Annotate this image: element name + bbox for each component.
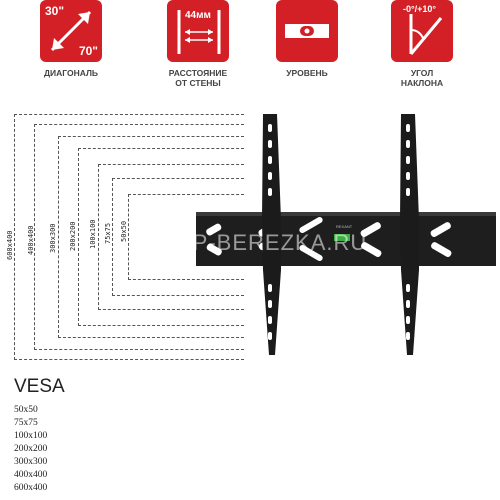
bracket-brand: REXANT [336,224,353,229]
tilt-tile [391,0,453,62]
vesa-label-400x400: 400x400 [27,225,35,255]
list-item: 75x75 [14,418,38,428]
list-item: 50x50 [14,405,38,415]
distance-tile [167,0,229,62]
list-item: 600x400 [14,483,48,493]
tilt-value: -0°/+10° [403,4,436,14]
feature-distance [158,0,238,88]
list-item: 100x100 [14,431,48,441]
feature-diagonal [31,0,111,78]
level-tile [276,0,338,62]
vesa-label-200x200: 200x200 [69,221,77,251]
list-item: 200x200 [14,444,48,454]
level-caption: УРОВЕНЬ [286,68,328,78]
spirit-level-icon [276,0,338,62]
list-item: 300x300 [14,457,48,467]
watermark: SHOP-BEREZKA.RU [142,230,368,255]
feature-tilt [382,0,462,88]
vesa-label-600x400: 600x400 [6,230,14,260]
tilt-caption-line1: УГОЛ [410,68,434,78]
diagonal-caption: ДИАГОНАЛЬ [43,68,99,78]
vesa-title: VESA [14,376,65,397]
vesa-label-300x300: 300x300 [49,223,57,253]
diagonal-max: 70" [78,44,98,58]
list-item: 400x400 [14,470,48,480]
distance-value: 44мм [185,10,211,21]
distance-caption-line1: РАССТОЯНИЕ [168,68,228,78]
vesa-label-100x100: 100x100 [89,219,97,249]
vesa-list [14,404,47,495]
diagonal-tile [40,0,102,62]
distance-caption-line2: ОТ СТЕНЫ [175,78,221,88]
diagonal-min: 30" [45,4,65,18]
tilt-caption-line2: НАКЛОНА [400,78,444,88]
feature-level [267,0,347,78]
vesa-label-75x75: 75x75 [104,222,112,244]
vesa-label-50x50: 50x50 [120,220,128,242]
